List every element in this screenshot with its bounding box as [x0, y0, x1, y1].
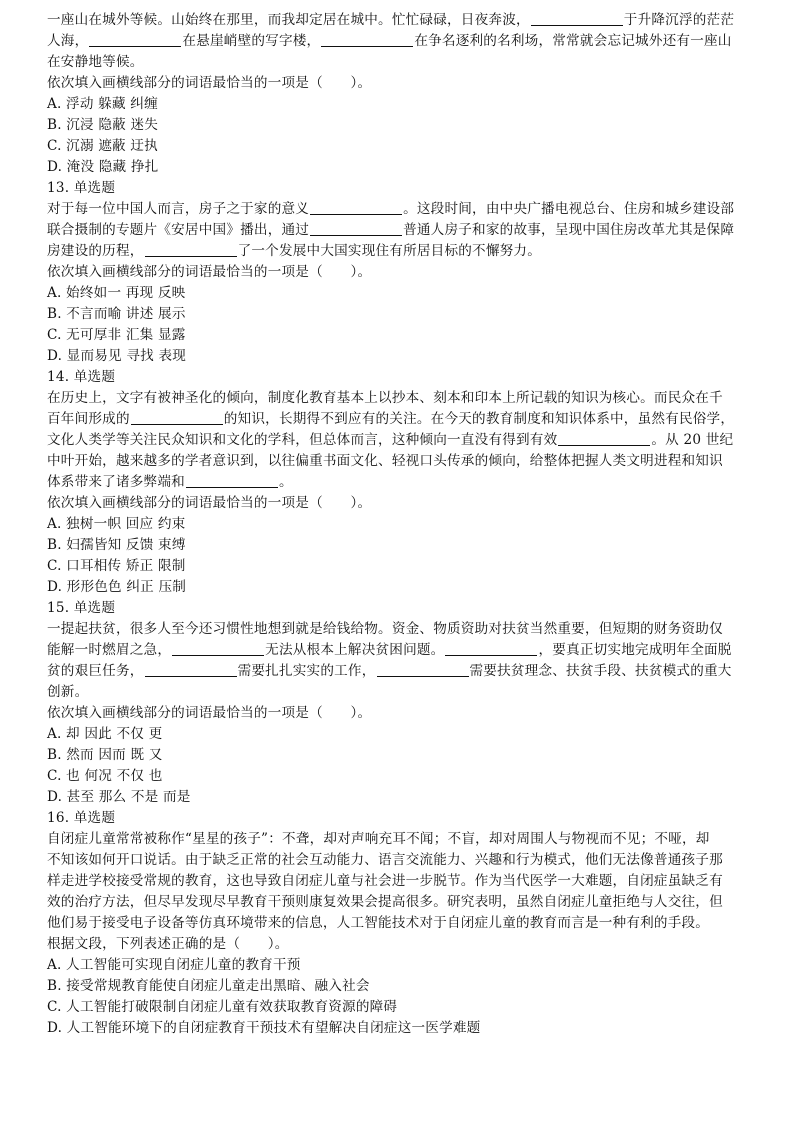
option-d[interactable]: D. 显而易见 寻找 表现 [47, 348, 187, 364]
question-15 [47, 598, 753, 808]
option-d[interactable]: D. 人工智能环境下的自闭症教育干预技术有望解决自闭症这一医学难题 [47, 1020, 481, 1036]
question-prompt: 依次填入画横线部分的词语最恰当的一项是（ ）。 [47, 705, 372, 721]
option-d[interactable]: D. 淹没 隐藏 挣扎 [47, 159, 159, 175]
option-b[interactable]: B. 不言而喻 讲述 展示 [47, 306, 186, 322]
question-prompt: 依次填入画横线部分的词语最恰当的一项是（ ）。 [47, 75, 372, 91]
question-16-passage [47, 829, 753, 934]
answer-blank [89, 33, 181, 47]
passage-line: 他们易于接受电子设备等仿真环境带来的信息，人工智能技术对于自闭症儿童的教育而言是一种有利的手段。 [47, 915, 710, 931]
passage-line: 一座山在城外等候。山始终在那里，而我却定居在城中。忙忙碌碌，日夜奔波， 于升降沉浮的茫茫 [47, 12, 735, 28]
passage-line: 效的治疗方法，但尽早发现尽早教育干预则康复效果会提高很多。研究表明，虽然自闭症儿童拒绝与人交往，但 [47, 894, 723, 910]
passage-line: 不知该如何开口说话。由于缺乏正常的社会互动能力、语言交流能力、兴趣和行为模式，他们无法像普通孩子那 [47, 852, 723, 868]
question-heading: 14. 单选题 [47, 369, 116, 385]
question-14-passage [47, 388, 753, 493]
option-a[interactable]: A. 独树一帜 回应 约束 [47, 516, 186, 532]
question-16 [47, 808, 753, 1039]
option-c[interactable]: C. 口耳相传 矫正 限制 [47, 558, 186, 574]
question-prompt: 根据文段，下列表述正确的是（ ）。 [47, 936, 289, 952]
option-a[interactable]: A. 始终如一 再现 反映 [47, 285, 186, 301]
question-12 [47, 10, 753, 178]
passage-line: 百年间形成的 的知识，长期得不到应有的关注。在今天的教育制度和知识体系中，虽然有民俗学， [47, 411, 735, 427]
exam-page [47, 10, 753, 1039]
option-b[interactable]: B. 妇孺皆知 反馈 束缚 [47, 537, 186, 553]
question-15-passage [47, 619, 753, 703]
answer-blank [186, 474, 278, 488]
answer-blank [321, 33, 413, 47]
option-a[interactable]: A. 却 因此 不仅 更 [47, 726, 163, 742]
answer-blank [131, 411, 223, 425]
option-a[interactable]: A. 浮动 躲藏 纠缠 [47, 96, 158, 112]
option-c[interactable]: C. 无可厚非 汇集 显露 [47, 327, 186, 343]
passage-line: 房建设的历程， 了一个发展中大国实现住有所居目标的不懈努力。 [47, 243, 542, 259]
question-14 [47, 367, 753, 598]
answer-blank [310, 222, 402, 236]
answer-blank [558, 432, 650, 446]
passage-line: 贫的艰巨任务， 需要扎扎实实的工作， 需要扶贫理念、扶贫手段、扶贫模式的重大 [47, 663, 732, 679]
answer-blank [310, 201, 402, 215]
question-12-passage [47, 10, 753, 73]
passage-line: 一提起扶贫，很多人至今还习惯性地想到就是给钱给物。资金、物质资助对扶贫当然重要，但短期的财务资助仅 [47, 621, 723, 637]
option-a[interactable]: A. 人工智能可实现自闭症儿童的教育干预 [47, 957, 301, 973]
option-b[interactable]: B. 沉浸 隐蔽 迷失 [47, 117, 159, 133]
passage-line: 样走进学校接受常规的教育，这也导致自闭症儿童与社会进一步脱节。作为当代医学一大难题，自闭症虽缺乏有 [47, 873, 723, 889]
answer-blank [377, 663, 469, 677]
passage-line: 体系带来了诸多弊端和 。 [47, 474, 293, 490]
question-heading: 13. 单选题 [47, 180, 116, 196]
question-heading: 15. 单选题 [47, 600, 116, 616]
answer-blank [445, 642, 537, 656]
option-b[interactable]: B. 然而 因而 既 又 [47, 747, 163, 763]
passage-line: 能解一时燃眉之急， 无法从根本上解决贫困问题。 ，要真正切实地完成明年全面脱 [47, 642, 732, 658]
answer-blank [145, 663, 237, 677]
option-c[interactable]: C. 也 何况 不仅 也 [47, 768, 163, 784]
question-heading: 16. 单选题 [47, 810, 116, 826]
passage-line: 文化人类学等关注民众知识和文化的学科，但总体而言，这种倾向一直没有得到有效 。从 20 世纪 [47, 432, 734, 448]
question-prompt: 依次填入画横线部分的词语最恰当的一项是（ ）。 [47, 495, 372, 511]
passage-line: 在安静地等候。 [47, 54, 144, 70]
question-prompt: 依次填入画横线部分的词语最恰当的一项是（ ）。 [47, 264, 372, 280]
passage-line: 自闭症儿童常常被称作“星星的孩子”：不聋，却对声响充耳不闻；不盲，却对周围人与物视而不见；不哑，却 [47, 831, 710, 847]
answer-blank [172, 642, 264, 656]
option-d[interactable]: D. 甚至 那么 不是 而是 [47, 789, 191, 805]
question-13-passage [47, 199, 753, 262]
passage-line: 创新。 [47, 684, 89, 700]
option-c[interactable]: C. 人工智能打破限制自闭症儿童有效获取教育资源的障碍 [47, 999, 398, 1015]
option-c[interactable]: C. 沉溺 遮蔽 迂执 [47, 138, 158, 154]
passage-line: 在历史上，文字有被神圣化的倾向，制度化教育基本上以抄本、刻本和印本上所记载的知识为核心。而民众在千 [47, 390, 723, 406]
passage-line: 对于每一位中国人而言，房子之于家的意义 。这段时间，由中央广播电视总台、住房和城乡建设部 [47, 201, 735, 217]
option-b[interactable]: B. 接受常规教育能使自闭症儿童走出黑暗、融入社会 [47, 978, 370, 994]
passage-line: 人海， 在悬崖峭壁的写字楼， 在争名逐利的名利场，常常就会忘记城外还有一座山 [47, 33, 732, 49]
option-d[interactable]: D. 形形色色 纠正 压制 [47, 579, 187, 595]
answer-blank [145, 243, 237, 257]
passage-line: 联合摄制的专题片《安居中国》播出，通过 普通人房子和家的故事，呈现中国住房改革尤其是保障 [47, 222, 735, 238]
answer-blank [531, 12, 623, 26]
question-13 [47, 178, 753, 367]
passage-line: 中叶开始，越来越多的学者意识到，以往偏重书面文化、轻视口头传承的倾向，给整体把握人类文明进程和知识 [47, 453, 723, 469]
